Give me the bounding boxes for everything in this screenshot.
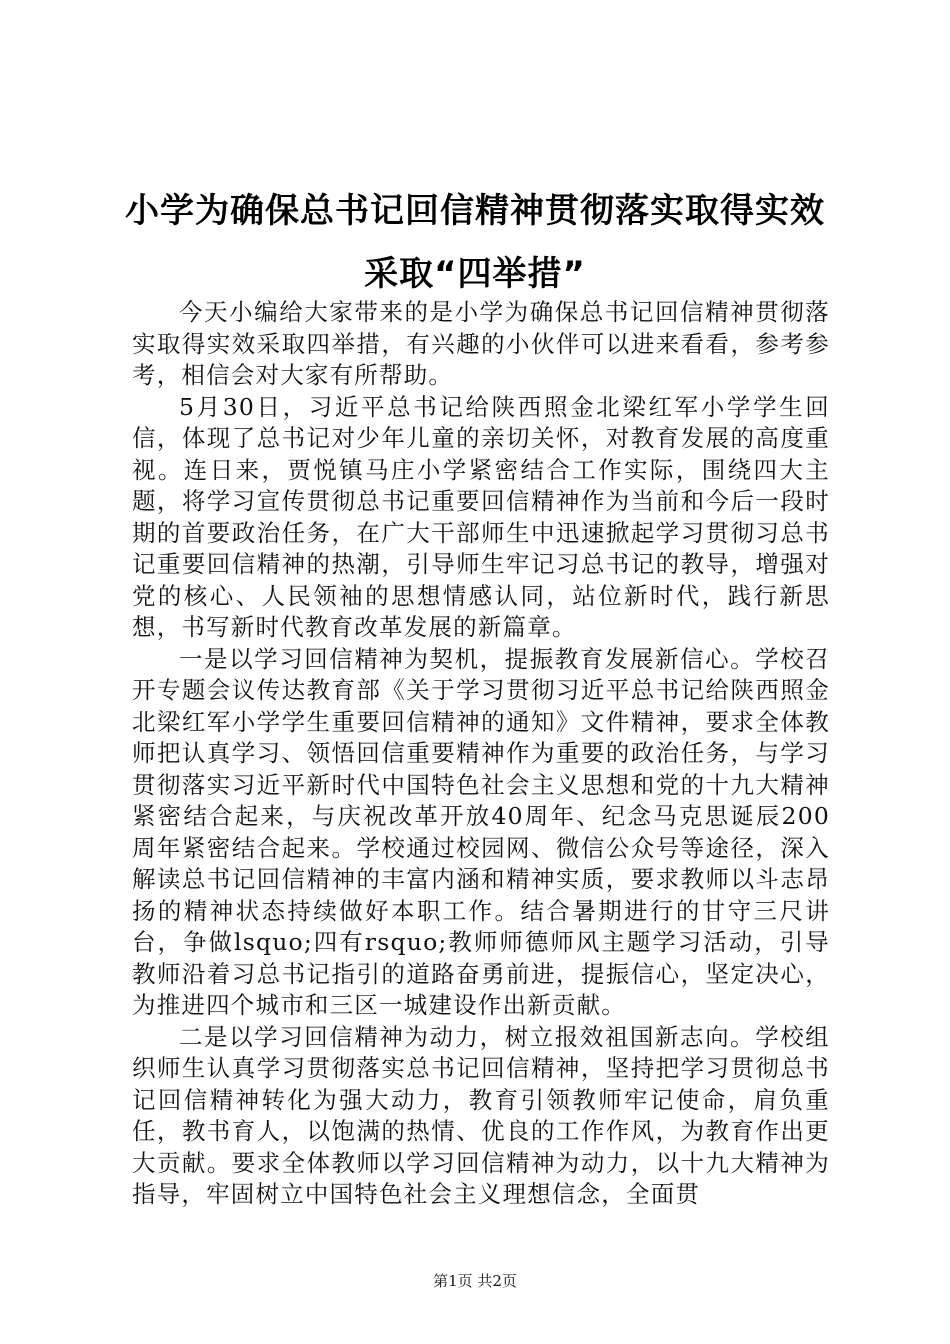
paragraph-measure-one: 一是以学习回信精神为契机，提振教育发展新信心。学校召开专题会议传达教育部《关于学习贯彻习近平总书记给陕西照金北梁红军小学学生重要回信精神的通知》文件精神，要求全体教师把认真学习、领悟回信重要精神作为重要的政治任务，与学习贯彻落实习近平新时代中国特色社会主义思想和党的十九大精神紧密结合起来，与庆祝改革开放40周年、纪念马克思诞辰200周年紧密结合起来。学校通过校园网、微信公众号等途径，深入解读总书记回信精神的丰富内涵和精神实质，要求教师以斗志昂扬的精神状态持续做好本职工作。结合暑期进行的甘守三尺讲台，争做lsquo;四有rsquo;教师师德师风主题学习活动，引导教师沿着习总书记指引的道路奋勇前进，提振信心，坚定决心，为推进四个城市和三区一城建设作出新贡献。 (132, 644, 830, 1019)
document-title-line-2: 采取“四举措” (364, 254, 586, 294)
document-body (132, 297, 830, 1211)
paragraph-background: 5月30日，习近平总书记给陕西照金北梁红军小学学生回信，体现了总书记对少年儿童的亲切关怀，对教育发展的高度重视。连日来，贾悦镇马庄小学紧密结合工作实际，围绕四大主题，将学习宣传贯彻总书记重要回信精神作为当前和今后一段时期的首要政治任务，在广大干部师生中迅速掀起学习贯彻习总书记重要回信精神的热潮，引导师生牢记习总书记的教导，增强对党的核心、人民领袖的思想情感认同，站位新时代，践行新思想，书写新时代教育改革发展的新篇章。 (132, 392, 830, 641)
document-title-line-1: 小学为确保总书记回信精神贯彻落实取得实效 (125, 191, 825, 231)
page-number-footer: 第1页 共2页 (433, 1272, 517, 1290)
paragraph-intro: 今天小编给大家带来的是小学为确保总书记回信精神贯彻落实取得实效采取四举措，有兴趣的小伙伴可以进来看看，参考参考，相信会对大家有所帮助。 (132, 298, 830, 389)
paragraph-measure-two: 二是以学习回信精神为动力，树立报效祖国新志向。学校组织师生认真学习贯彻落实总书记回信精神，坚持把学习贯彻总书记回信精神转化为强大动力，教育引领教师牢记使命，肩负重任，教书育人，以饱满的热情、优良的工作作风，为教育作出更大贡献。要求全体教师以学习回信精神为动力，以十九大精神为指导，牢固树立中国特色社会主义理想信念，全面贯 (132, 1022, 830, 1208)
